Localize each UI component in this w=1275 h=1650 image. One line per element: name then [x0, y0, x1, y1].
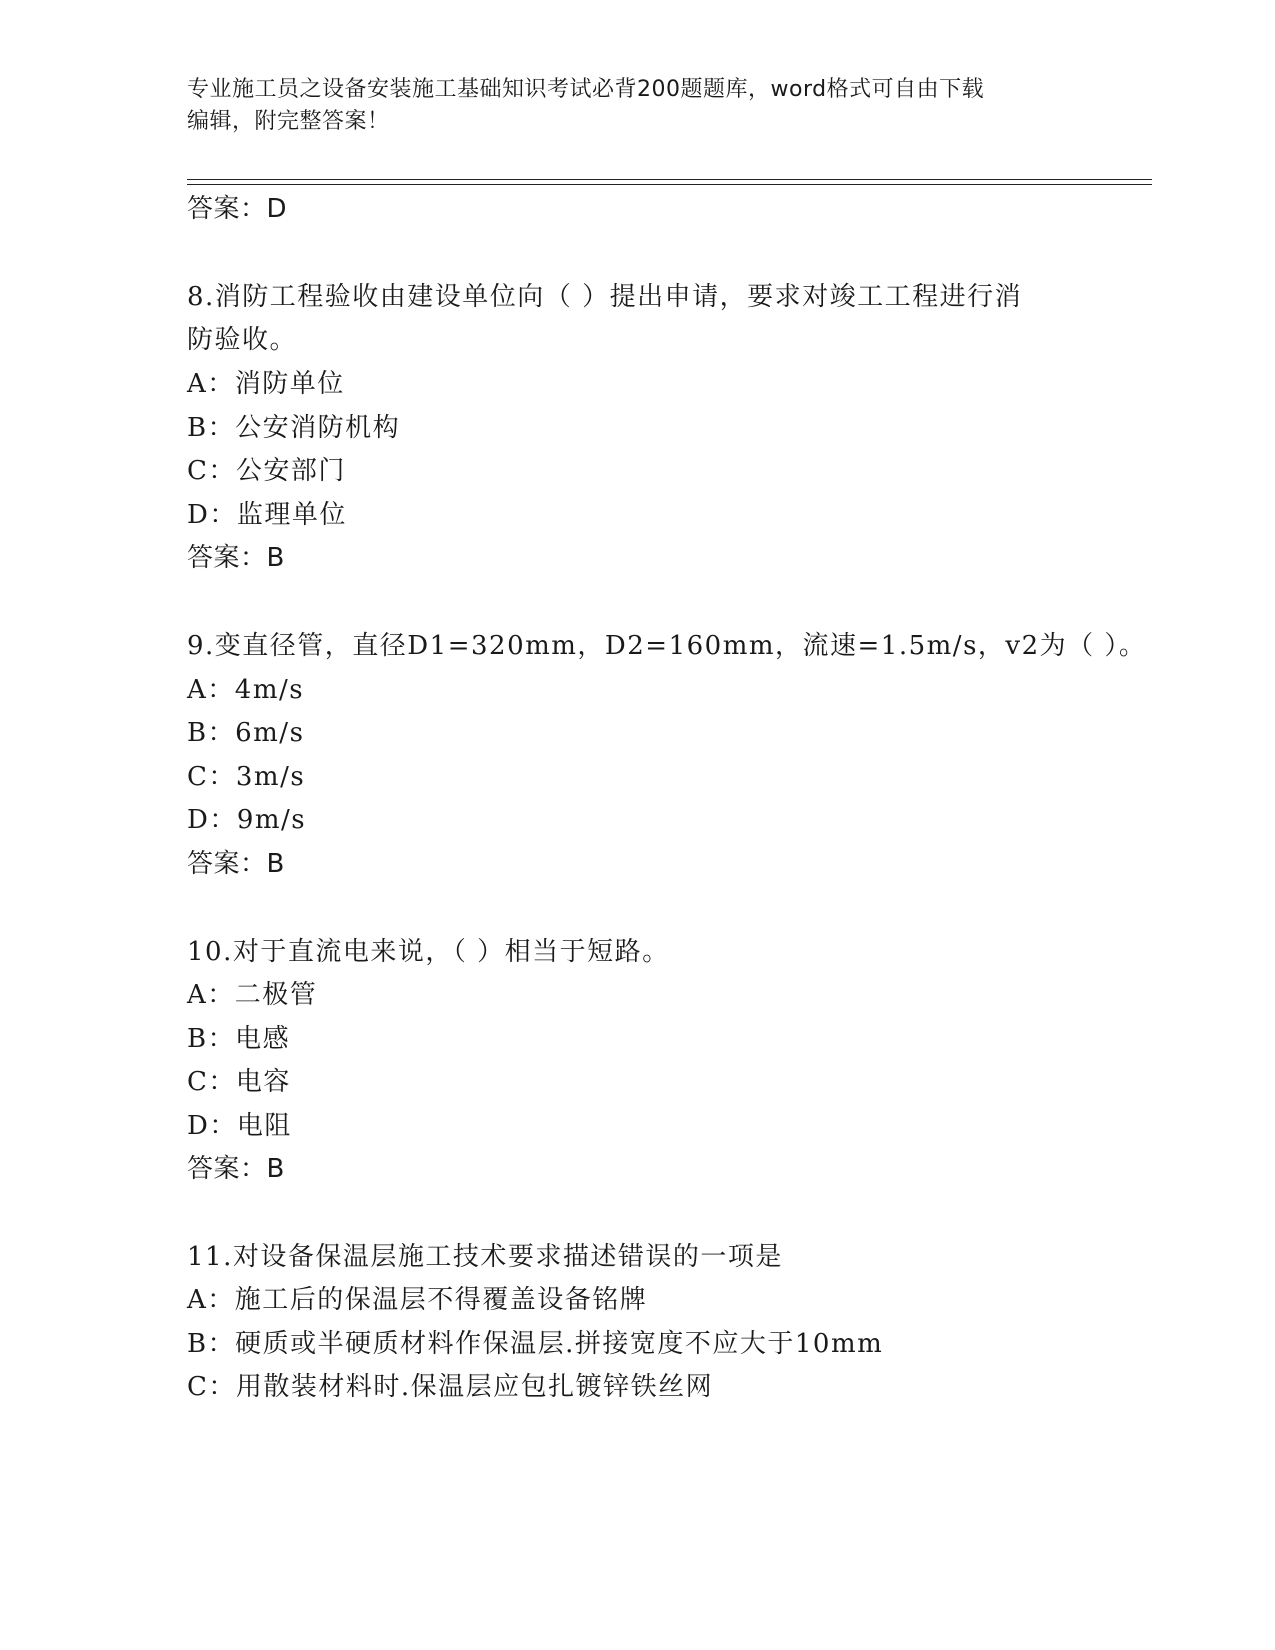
question-10-stem: 10.对于直流电来说，（ ）相当于短路。: [187, 937, 670, 967]
question-8-option-a: A：消防单位: [187, 369, 345, 399]
header-line-2: 编辑，附完整答案！: [187, 109, 390, 134]
question-8-stem-line-2: 防验收。: [187, 325, 298, 355]
question-9-option-b: B：6m/s: [187, 718, 305, 748]
question-10-option-c: C：电容: [187, 1067, 291, 1097]
question-8-stem-line-1: 8.消防工程验收由建设单位向（ ）提出申请，要求对竣工工程进行消: [187, 282, 1023, 312]
previous-answer: 答案：D: [187, 194, 288, 224]
question-10-option-d: D：电阻: [187, 1111, 292, 1141]
header-divider-top: [187, 179, 1152, 180]
question-11-option-b: B：硬质或半硬质材料作保温层.拼接宽度不应大于10mm: [187, 1329, 884, 1359]
question-9-option-d: D：9m/s: [187, 805, 307, 835]
question-9-stem: 9.变直径管，直径D1=320mm，D2=160mm，流速=1.5m/s，v2为（ ）。: [187, 631, 1147, 661]
question-8-option-b: B：公安消防机构: [187, 413, 401, 443]
question-8-answer: 答案：B: [187, 543, 285, 573]
question-9-answer: 答案：B: [187, 849, 285, 879]
question-9-option-c: C：3m/s: [187, 762, 306, 792]
question-8-option-d: D：监理单位: [187, 500, 347, 530]
question-11-option-a: A：施工后的保温层不得覆盖设备铭牌: [187, 1285, 648, 1315]
header-divider-bottom: [187, 184, 1152, 185]
header-text: [187, 74, 1087, 138]
question-10-option-a: A：二极管: [187, 980, 318, 1010]
question-10-answer: 答案：B: [187, 1154, 285, 1184]
question-8-option-c: C：公安部门: [187, 456, 346, 486]
question-11-option-c: C：用散装材料时.保温层应包扎镀锌铁丝网: [187, 1372, 714, 1402]
question-11-stem: 11.对设备保温层施工技术要求描述错误的一项是: [187, 1242, 783, 1272]
header-line-1: 专业施工员之设备安装施工基础知识考试必背200题题库，word格式可自由下载: [187, 77, 985, 102]
question-9-option-a: A：4m/s: [187, 675, 305, 705]
question-10-option-b: B：电感: [187, 1024, 291, 1054]
